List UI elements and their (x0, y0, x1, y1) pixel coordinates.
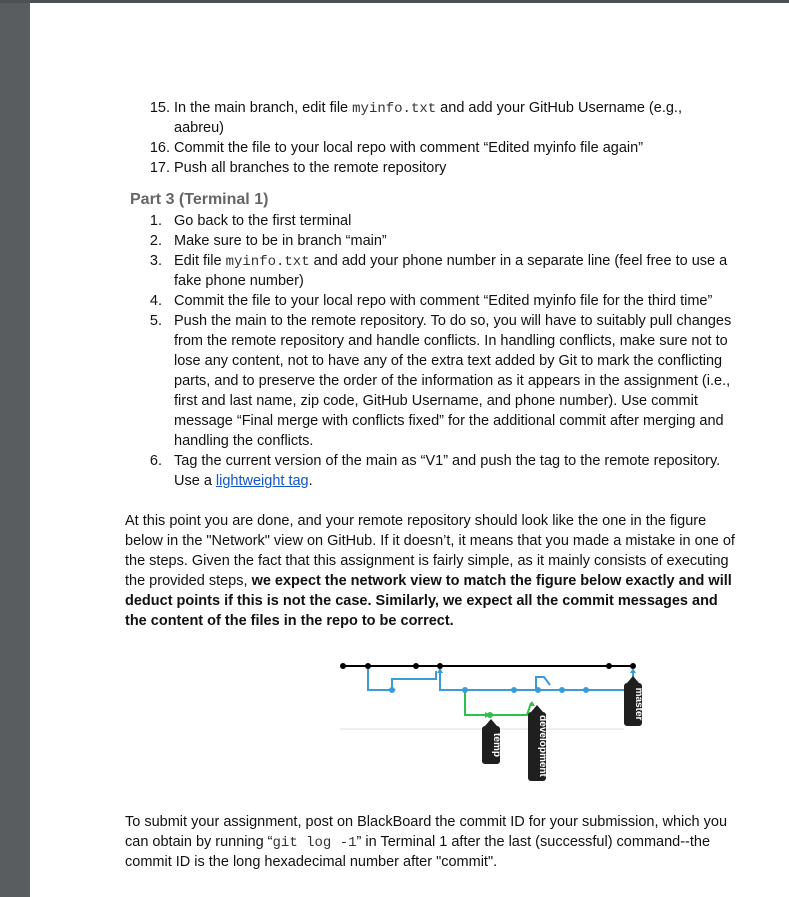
text-run: parts, and to preserve the order of the information as it appears in the assignment (i.e., (174, 373, 731, 389)
text-run: the provided steps, (125, 573, 252, 589)
inline-code: myinfo.txt (352, 101, 437, 117)
text-run: Commit the file to your local repo with comment “Edited myinfo file for the third time” (174, 293, 713, 309)
list-number: 4. (149, 293, 162, 309)
text-run: Tag the current version of the main as “V1” and push the tag to the remote repository. (174, 453, 721, 469)
list-number: 2. (149, 233, 162, 249)
temp-branch-line (465, 690, 486, 715)
master-label-arrow (627, 676, 639, 683)
text-run: aabreu) (174, 120, 224, 136)
paragraph-line (125, 511, 706, 531)
text-run: Go back to the first terminal (174, 213, 352, 229)
text-run: Push the main to the remote repository. To do so, you will have to suitably pull changes (174, 313, 732, 329)
paragraph-line (125, 591, 718, 611)
list-item-line (174, 351, 722, 371)
text-run: Push all branches to the remote repository (174, 160, 447, 176)
bold-text: deduct points if this is not the case. Similarly, we expect all the commit messages and (125, 593, 718, 609)
commit-node (365, 663, 371, 669)
temp-label-arrow (485, 719, 497, 726)
paragraph-line (125, 611, 454, 631)
list-item-line (174, 138, 643, 158)
viewer-left-margin (0, 0, 30, 897)
text-run: Use a (174, 473, 216, 489)
paragraph-line (125, 571, 732, 591)
list-item-line (174, 471, 313, 491)
list-number: 3. (149, 253, 162, 269)
development-label-arrow (531, 705, 543, 712)
list-item-line (174, 231, 387, 251)
master-label-text: master (633, 687, 644, 721)
commit-node (487, 712, 493, 718)
list-number: 1. (149, 213, 162, 229)
text-run: handling the conflicts. (174, 433, 314, 449)
development-label-text: development (537, 715, 548, 777)
commit-node (389, 687, 395, 693)
list-item-line (174, 331, 728, 351)
text-run: In the main branch, edit file (174, 100, 353, 116)
document-page (30, 3, 789, 897)
text-run: . (308, 473, 313, 489)
list-item-line (174, 431, 313, 451)
text-run: Edit file (174, 253, 226, 269)
list-item-line (174, 98, 682, 119)
bold-text: the content of the files in the repo to be correct. (125, 613, 454, 629)
text-run: commit ID is the long hexadecimal number after "commit". (125, 854, 498, 870)
blue-merge-up-line (392, 671, 436, 690)
list-item-line (174, 251, 727, 272)
inline-code: myinfo.txt (225, 254, 310, 270)
text-run: can obtain by running “ (125, 834, 273, 850)
list-item-line (174, 311, 731, 331)
list-number: 15. (149, 100, 170, 116)
list-item-line (174, 271, 304, 291)
text-run: Make sure to be in branch “main” (174, 233, 387, 249)
list-item-line (174, 158, 446, 178)
text-run: first and last name, zip code, GitHub Username, and phone number). Use commit (174, 393, 698, 409)
commit-node (511, 687, 517, 693)
list-item-line (174, 291, 712, 311)
text-run: and add your GitHub Username (e.g., (436, 100, 682, 116)
commit-node (437, 663, 443, 669)
list-number: 5. (149, 313, 162, 329)
branch-label-development (528, 705, 548, 781)
text-run: At this point you are done, and your remote repository should look like the one in the figure (125, 513, 707, 529)
inline-code: git log -1 (272, 835, 357, 851)
branch-label-temp (482, 719, 502, 764)
text-run: Commit the file to your local repo with comment “Edited myinfo file again” (174, 140, 644, 156)
text-run: the steps. Given the fact that this assignment is fairly simple, as it mainly consists of executing (125, 553, 729, 569)
list-number: 6. (149, 453, 162, 469)
network-graph (310, 657, 670, 787)
branch-label-master (624, 676, 644, 726)
paragraph-line (125, 812, 727, 832)
commit-node (630, 663, 636, 669)
text-run: and add your phone number in a separate line (feel free to use a (309, 253, 728, 269)
text-run: fake phone number) (174, 273, 304, 289)
text-run: lose any content, not to have any of the extra text added by Git to mark the conflicting (174, 353, 723, 369)
lightweight-tag-link[interactable]: lightweight tag (215, 473, 309, 489)
commit-node (535, 687, 541, 693)
commit-node (559, 687, 565, 693)
commit-node (413, 663, 419, 669)
list-item-line (174, 391, 698, 411)
list-item-line (174, 371, 730, 391)
commit-node (583, 687, 589, 693)
list-number: 17. (149, 160, 170, 176)
text-run: from the remote repository and handle conflicts. In handling conflicts, make sure not to (174, 333, 728, 349)
development-line (490, 703, 531, 715)
list-number: 16. (149, 140, 170, 156)
commit-node (606, 663, 612, 669)
part3-heading: Part 3 (Terminal 1) (130, 191, 269, 208)
commit-node (462, 687, 468, 693)
paragraph-line (125, 531, 735, 551)
text-run: below in the "Network" view on GitHub. If it doesn’t, it means that you made a mistake in one of (125, 533, 735, 549)
paragraph-line (125, 832, 710, 853)
paragraph-line (125, 852, 497, 872)
blue-branch-line (368, 666, 392, 690)
temp-label-text: temp (491, 733, 502, 757)
bold-text: we expect the network view to match the figure below exactly and will (251, 573, 732, 589)
list-item-line (174, 451, 720, 471)
text-run: message “Final merge with conflicts fixed” for the additional commit after merging and (174, 413, 724, 429)
commit-node (340, 663, 346, 669)
list-item-line (174, 411, 724, 431)
list-item-line (174, 211, 351, 231)
list-item-line (174, 118, 224, 138)
paragraph-line (125, 551, 729, 571)
text-run: To submit your assignment, post on BlackBoard the commit ID for your submission, which you (125, 814, 728, 830)
text-run: ” in Terminal 1 after the last (successful) command--the (356, 834, 711, 850)
